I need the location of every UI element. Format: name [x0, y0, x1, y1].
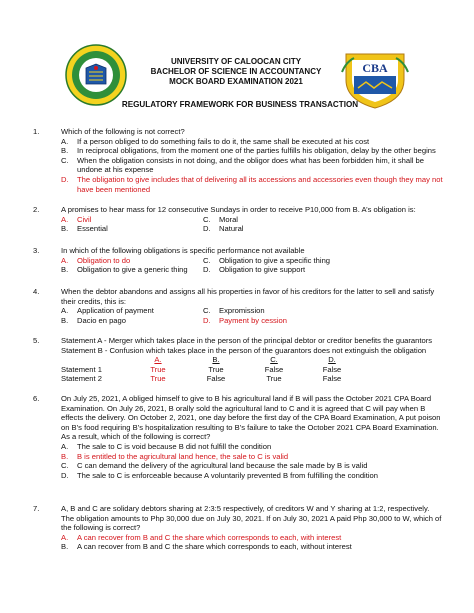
option-b: B. In reciprocal obligations, from the moment one of the parties fulfills his obligation, delay by the other begins [61, 146, 436, 156]
option-d-answer: D. Payment by cession [203, 315, 287, 325]
option-c: C. When the obligation consists in not doing, and the obligor does what has been forbidden him, it shall be undone at his expense [61, 155, 425, 175]
option-d: D. Natural [203, 224, 244, 234]
column-c: C. [270, 355, 278, 365]
option-c: C. Obligation to give a specific thing [203, 255, 331, 265]
column-d: D. [328, 355, 336, 365]
exam-header [120, 57, 352, 87]
question-4 [33, 287, 443, 325]
statement-b: Statement B - Confusion which takes place in the person of the guarantors does not extinguish the obligation [61, 345, 427, 355]
subject-title: REGULATORY FRAMEWORK FOR BUSINESS TRANSACTION [121, 100, 359, 109]
question-number: 2. [33, 205, 40, 214]
question-number: 6. [33, 394, 40, 403]
table-header-row [61, 355, 361, 365]
option-a-answer: A. A can recover from B and C the share which corresponds to each, with interest [61, 532, 342, 542]
question-5 [33, 336, 443, 384]
option-b: B. Dacio en pago [61, 315, 126, 325]
option-c: C. C can demand the delivery of the agricultural land because the sale made by B is valid [61, 461, 368, 471]
option-b: B. A can recover from B and C the share which corresponds to each, without interest [61, 542, 352, 552]
row-label: Statement 1 [61, 364, 102, 374]
question-text: When the debtor abandons and assigns all his properties in favor of his creditors for the latter to sell and satisfy their credits, this is: [61, 287, 435, 306]
option-a: A. Application of payment [61, 306, 154, 316]
question-number: 4. [33, 287, 40, 296]
cell: False [322, 374, 342, 384]
question-6 [33, 394, 443, 480]
cell: True [150, 374, 166, 384]
cell: True [150, 364, 166, 374]
option-d-answer: D. The obligation to give includes that of delivering all its accessions and accessories even though they may not have been mentioned [61, 174, 443, 194]
option-b-answer: B. B is entitled to the agricultural land hence, the sale to C is valid [61, 451, 289, 461]
option-b: B. Essential [61, 224, 108, 234]
option-d: D. Obligation to give support [203, 265, 306, 275]
question-number: 1. [33, 127, 40, 136]
option-a-answer: A. Civil [61, 214, 92, 224]
question-1 [33, 127, 443, 194]
question-text: Which of the following is not correct? [61, 127, 185, 136]
question-7 [33, 504, 443, 552]
option-grid [61, 215, 443, 234]
option-a: A. If a person obliged to do something fails to do it, the same shall be executed at his cost [61, 136, 370, 146]
question-number: 3. [33, 246, 40, 255]
question-3 [33, 246, 443, 275]
option-a-answer: A. Obligation to do [61, 255, 131, 265]
program-name: BACHELOR OF SCIENCE IN ACCOUNTANCY [150, 67, 322, 76]
option-d: D. The sale to C is enforceable because A voluntarily prevented B from fulfilling the condition [61, 470, 378, 480]
option-grid [61, 256, 443, 275]
true-false-table [61, 355, 361, 384]
column-a-answer: A. [154, 355, 162, 365]
question-text: A promises to hear mass for 12 consecutive Sundays in order to receive P10,000 from B. A’s obligation is: [61, 205, 416, 214]
question-text: In which of the following obligations is specific performance not available [61, 246, 305, 255]
cba-text: CBA [362, 61, 388, 75]
cell: True [266, 374, 282, 384]
table-row [61, 374, 361, 384]
question-2 [33, 205, 443, 234]
option-c: C. Expromission [203, 306, 265, 316]
question-number: 7. [33, 504, 40, 513]
exam-title: MOCK BOARD EXAMINATION 2021 [169, 77, 303, 86]
cell: False [206, 374, 226, 384]
cell: False [264, 364, 284, 374]
option-grid [61, 306, 443, 325]
question-text: On July 25, 2021, A obliged himself to give to B his agricultural land if B will pass the October 2021 CPA Board Examination. On July 26, 2021, B orally sold the agricultural land to C and it is agreed that C will pay when B effects the delivery. On October 2, 2021, one day before the first day of the CPA Board Examination, A put poison on B’s food requiring B’s hospitalization resulting to B’s failure to take the October 2021 CPA Board Examination. As a result, which of the following is correct? [61, 394, 441, 442]
university-name: UNIVERSITY OF CALOOCAN CITY [170, 57, 302, 66]
cell: True [208, 364, 224, 374]
question-text: A, B and C are solidary debtors sharing at 2:3:5 respectively, of creditors W and Y sharing at 1:2, respectively. The obligation amounts to Php 30,000 due on July 30, 2021. If on July 30, 2021 A paid Php 30,000 to W, which of the following is correct? [61, 504, 442, 533]
column-b: B. [212, 355, 220, 365]
row-label: Statement 2 [61, 374, 102, 384]
question-number: 5. [33, 336, 40, 345]
table-row [61, 365, 361, 375]
statement-a: Statement A - Merger which takes place in the person of the principal debtor or creditor benefits the guarantors [61, 336, 433, 345]
option-a: A. The sale to C is void because B did not fulfill the condition [61, 441, 272, 451]
option-b: B. Obligation to give a generic thing [61, 265, 188, 275]
option-c: C. Moral [203, 214, 238, 224]
cell: False [322, 364, 342, 374]
